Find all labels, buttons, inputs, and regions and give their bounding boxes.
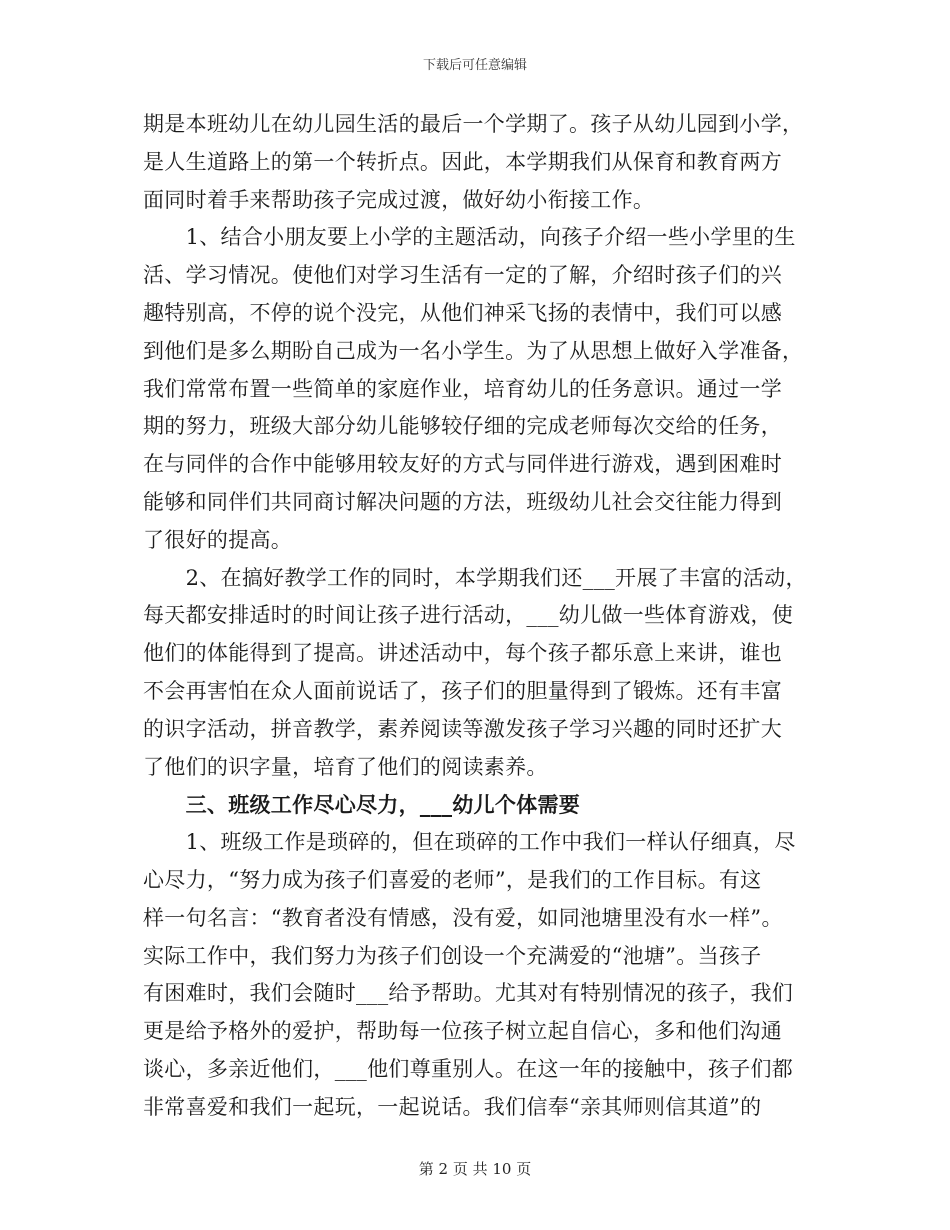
text-line: 在与同伴的合作中能够用较友好的方式与同伴进行游戏，遇到困难时 — [143, 452, 782, 477]
page-header: 下载后可任意编辑 — [422, 58, 527, 73]
text-line: 1、班级工作是琐碎的，但在琐碎的工作中我们一样认仔细真，尽 — [143, 830, 796, 855]
text-line: 到他们是多么期盼自己成为一名小学生。为了从思想上做好入学准备， — [143, 338, 804, 363]
text-line: 实际工作中，我们努力为孩子们创设一个充满爱的“池塘”。当孩子 — [143, 943, 762, 968]
text-line: 了他们的识字量，培育了他们的阅读素养。 — [143, 754, 548, 779]
document-body — [143, 106, 808, 1127]
text-line: 他们的体能得到了提高。讲述活动中，每个孩子都乐意上来讲，谁也 — [143, 641, 782, 666]
page-footer: 第 2 页 共 10 页 — [418, 1160, 532, 1178]
section-heading: 三、班级工作尽心尽力，___幼儿个体需要 — [143, 792, 581, 818]
text-line: 活、学习情况。使他们对学习生活有一定的了解，介绍时孩子们的兴 — [143, 263, 782, 288]
text-line: 是人生道路上的第一个转折点。因此，本学期我们从保育和教育两方 — [143, 149, 782, 174]
text-line: 了很好的提高。 — [143, 527, 293, 552]
text-line: 面同时着手来帮助孩子完成过渡，做好幼小衔接工作。 — [143, 187, 655, 212]
text-line: 心尽力，“努力成为孩子们喜爱的老师”，是我们的工作目标。有这 — [143, 867, 762, 892]
text-line: 期的努力，班级大部分幼儿能够较仔细的完成老师每次交给的任务， — [143, 414, 782, 439]
text-line: 有困难时，我们会随时___给予帮助。尤其对有特别情况的孩子，我们 — [143, 981, 794, 1006]
text-line: 1、结合小朋友要上小学的主题活动，向孩子介绍一些小学里的生 — [143, 225, 796, 250]
text-line: 能够和同伴们共同商讨解决问题的方法，班级幼儿社会交往能力得到 — [143, 489, 782, 514]
text-line: 谈心，多亲近他们，___他们尊重别人。在这一年的接触中，孩子们都 — [143, 1056, 794, 1081]
text-line: 2、在搞好教学工作的同时，本学期我们还___开展了丰富的活动， — [143, 565, 807, 590]
text-line: 更是给予格外的爱护，帮助每一位孩子树立起自信心，多和他们沟通 — [143, 1019, 782, 1044]
text-line: 非常喜爱和我们一起玩，一起说话。我们信奉“亲其师则信其道”的 — [143, 1094, 762, 1119]
text-line: 期是本班幼儿在幼儿园生活的最后一个学期了。孩子从幼儿园到小学， — [143, 112, 804, 136]
text-line: 不会再害怕在众人面前说话了，孩子们的胆量得到了锻炼。还有丰富 — [143, 678, 782, 703]
text-line: 趣特别高，不停的说个没完，从他们神采飞扬的表情中，我们可以感 — [143, 300, 782, 325]
text-line: 每天都安排适时的时间让孩子进行活动，___幼儿做一些体育游戏，使 — [143, 603, 794, 628]
text-line: 的识字活动，拼音教学，素养阅读等激发孩子学习兴趣的同时还扩大 — [143, 716, 782, 741]
text-line: 我们常常布置一些简单的家庭作业，培育幼儿的任务意识。通过一学 — [143, 376, 782, 401]
text-line: 样一句名言：“教育者没有情感，没有爱，如同池塘里没有水一样”。 — [143, 905, 783, 930]
